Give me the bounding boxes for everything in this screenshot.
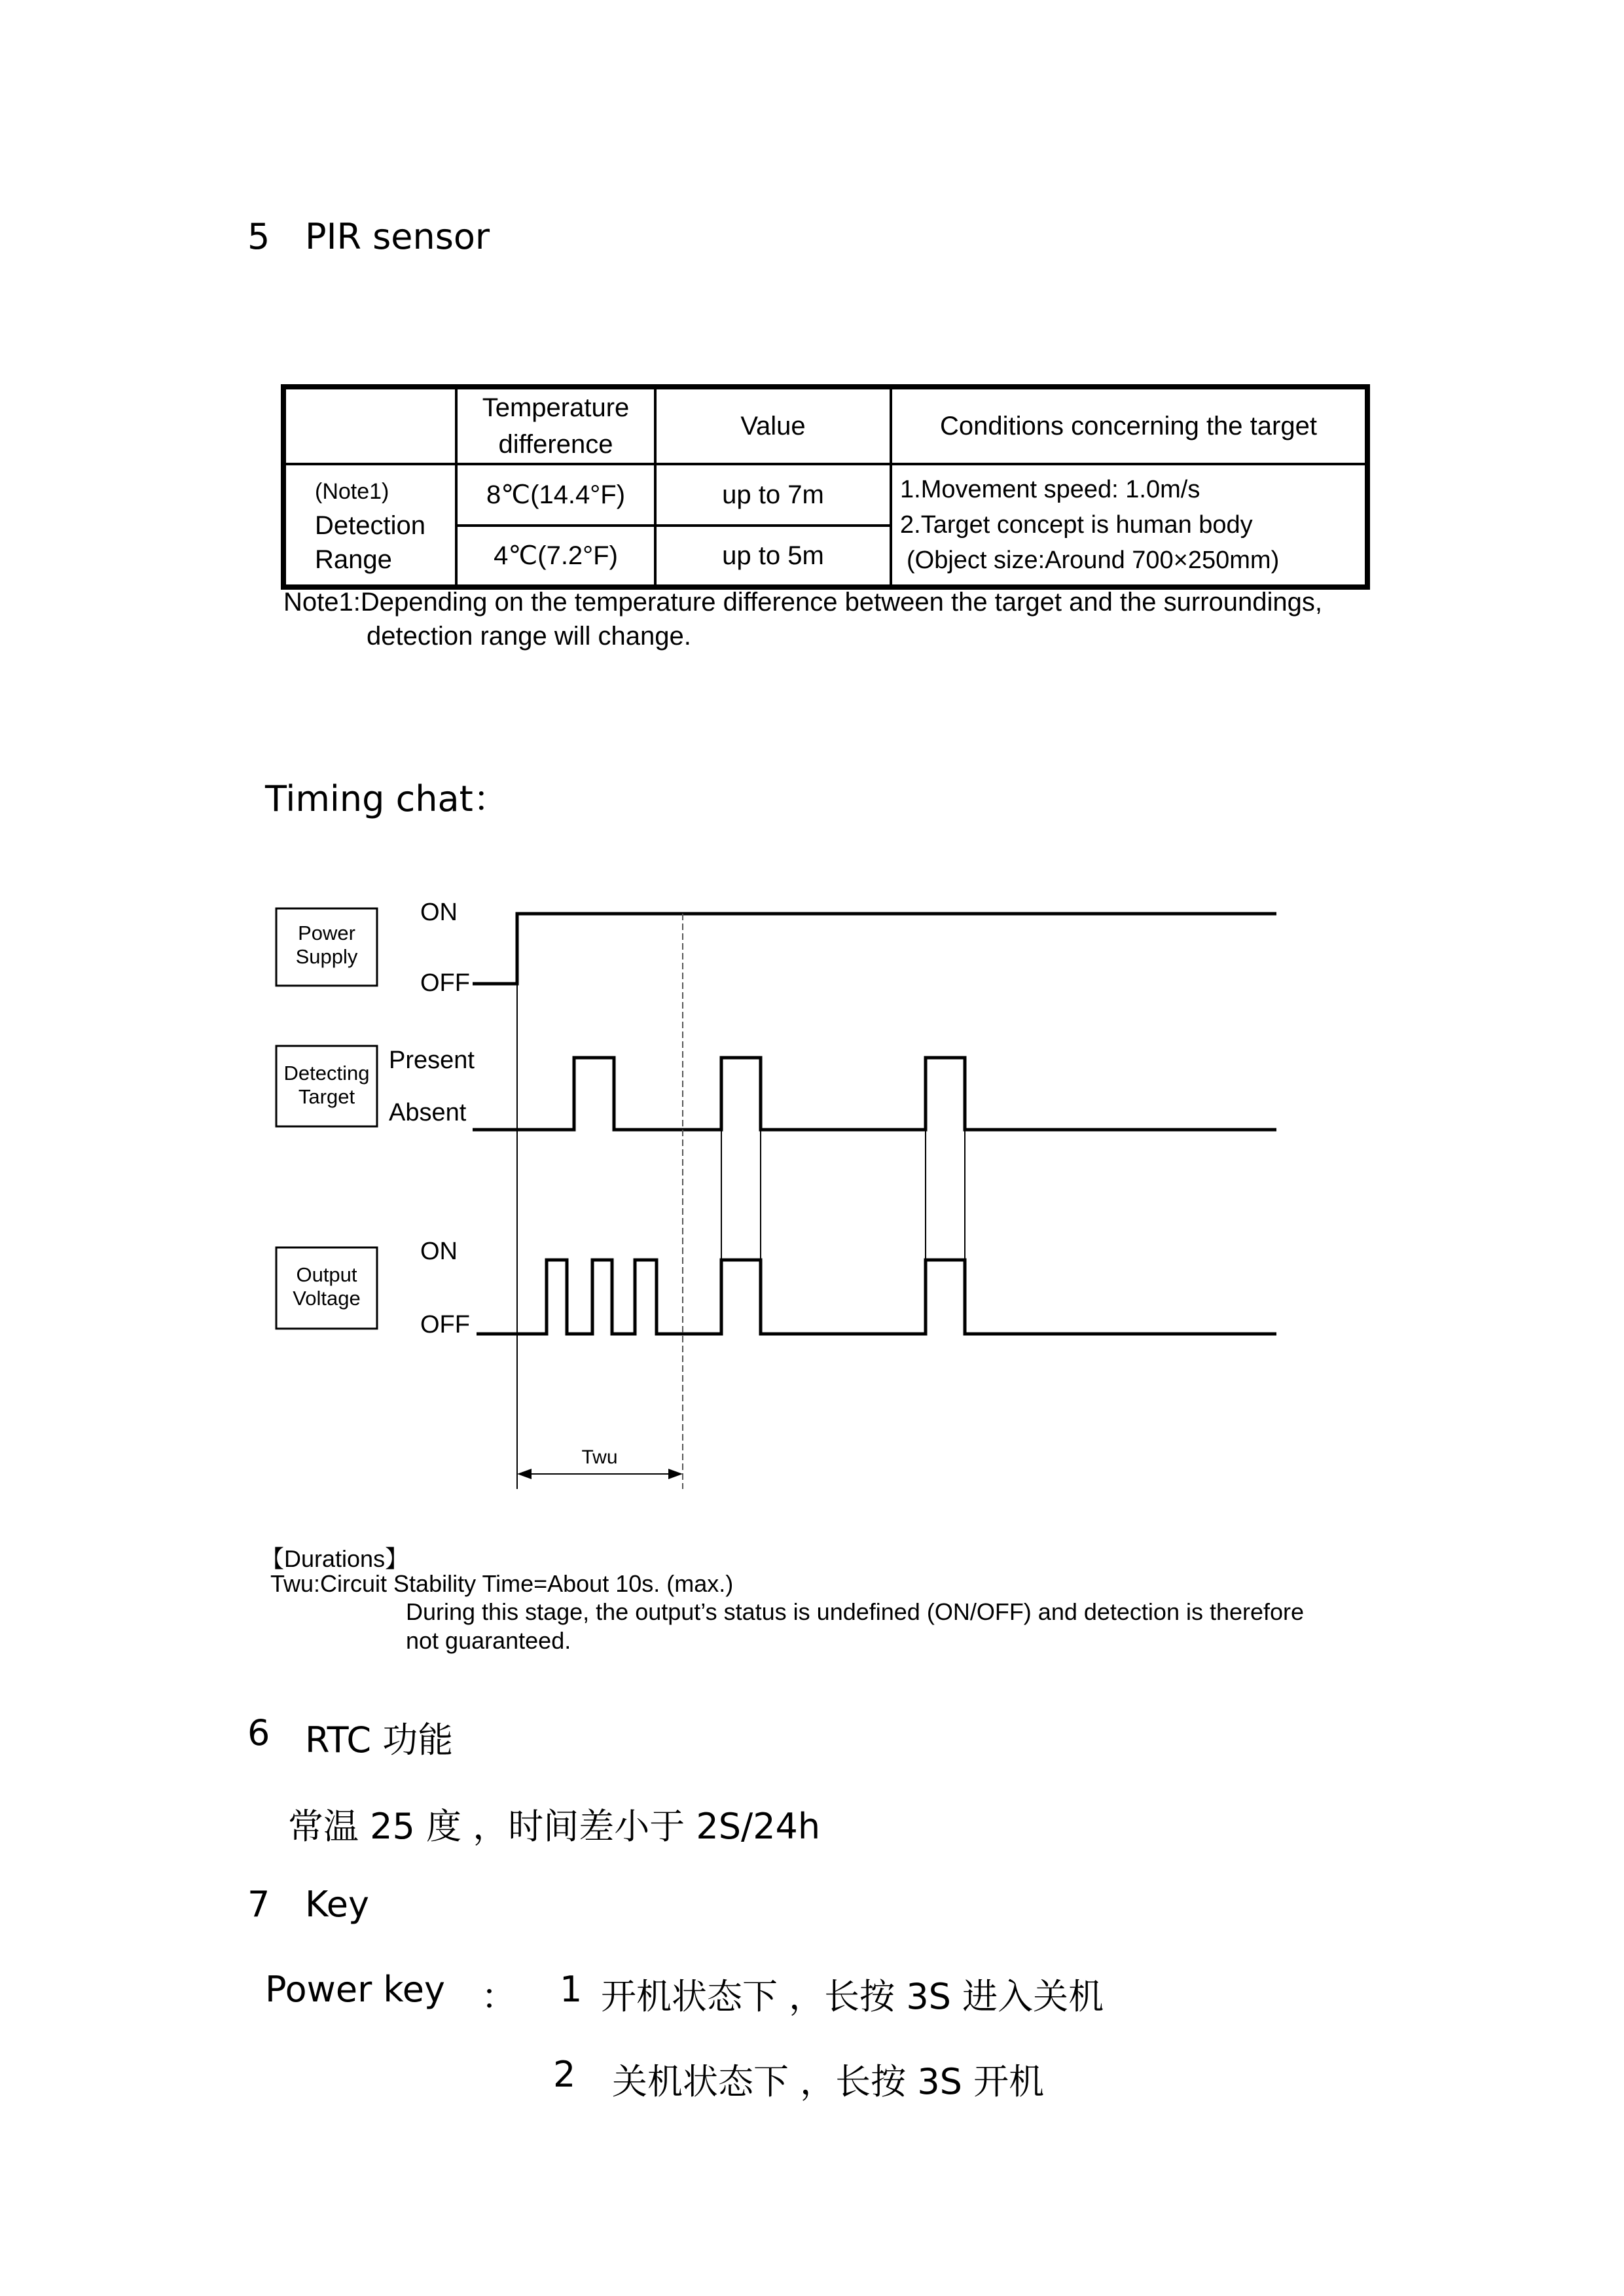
- power-on-label: ON: [420, 899, 458, 926]
- durations-line1: Twu:Circuit Stability Time=About 10s. (max.): [270, 1570, 734, 1597]
- twu-dimension-arrow: [517, 1469, 683, 1479]
- output-box-label-2: Voltage: [293, 1287, 361, 1310]
- power-key-item: 关机状态下 ，长按 3S 开机: [612, 2061, 1045, 2102]
- power-key-item-number: 1: [560, 1969, 583, 2010]
- durations-title: 【Durations】: [261, 1545, 409, 1572]
- row-label-line1: Detection: [315, 511, 425, 540]
- durations-line3: not guaranteed.: [406, 1627, 571, 1654]
- power-key-item-number: 2: [553, 2054, 576, 2095]
- detect-box-label-1: Detecting: [283, 1062, 370, 1085]
- section-number: 7: [247, 1884, 270, 1925]
- section-title: Key: [305, 1884, 369, 1925]
- header-temp-line1: Temperature: [482, 393, 630, 422]
- section-title: RTC 功能: [305, 1719, 454, 1761]
- section-title: PIR sensor: [305, 216, 490, 257]
- table-cell-value: up to 5m: [655, 526, 891, 587]
- twu-label: Twu: [581, 1446, 618, 1468]
- output-waveform: [477, 1260, 1276, 1334]
- power-off-label: OFF: [420, 969, 470, 997]
- table-note-line1: Note1:Depending on the temperature difference between the target and the surroundings,: [283, 588, 1323, 617]
- rtc-spec-text: 常温 25 度 ，时间差小于 2S/24h: [288, 1806, 821, 1847]
- power-box-label-2: Supply: [295, 945, 358, 968]
- timing-chart-title: Timing chat：: [265, 778, 509, 819]
- condition-line: (Object size:Around 700×250mm): [907, 547, 1280, 574]
- table-cell-temp: 8℃(14.4°F): [456, 464, 655, 526]
- present-label: Present: [389, 1047, 475, 1074]
- power-box-label-1: Power: [298, 922, 355, 944]
- table-header-value: Value: [655, 387, 891, 464]
- table-note-line2: detection range will change.: [367, 622, 691, 651]
- table-cell-value: up to 7m: [655, 464, 891, 526]
- table-header-conditions: Conditions concerning the target: [891, 387, 1367, 464]
- power-key-colon: ：: [481, 1976, 516, 2017]
- header-temp-line2: difference: [498, 430, 613, 459]
- output-on-label: ON: [420, 1238, 458, 1265]
- power-waveform: [473, 914, 1276, 984]
- row-label-note: (Note1): [315, 479, 389, 504]
- detect-box-label-2: Target: [298, 1085, 355, 1108]
- absent-label: Absent: [389, 1099, 467, 1126]
- condition-line: 2.Target concept is human body: [900, 511, 1253, 539]
- power-key-item: 开机状态下 ，长按 3S 进入关机: [601, 1976, 1104, 2017]
- detect-waveform: [473, 1058, 1276, 1130]
- durations-line2: During this stage, the output’s status is undefined (ON/OFF) and detection is therefore: [406, 1598, 1305, 1625]
- power-key-label: Power key: [265, 1969, 445, 2010]
- condition-line: 1.Movement speed: 1.0m/s: [900, 476, 1200, 503]
- output-off-label: OFF: [420, 1311, 470, 1338]
- output-box-label-1: Output: [296, 1263, 357, 1286]
- table-cell-temp: 4℃(7.2°F): [456, 526, 655, 587]
- section-number: 6: [247, 1712, 270, 1753]
- section-number: 5: [247, 216, 270, 257]
- row-label-line2: Range: [315, 545, 392, 574]
